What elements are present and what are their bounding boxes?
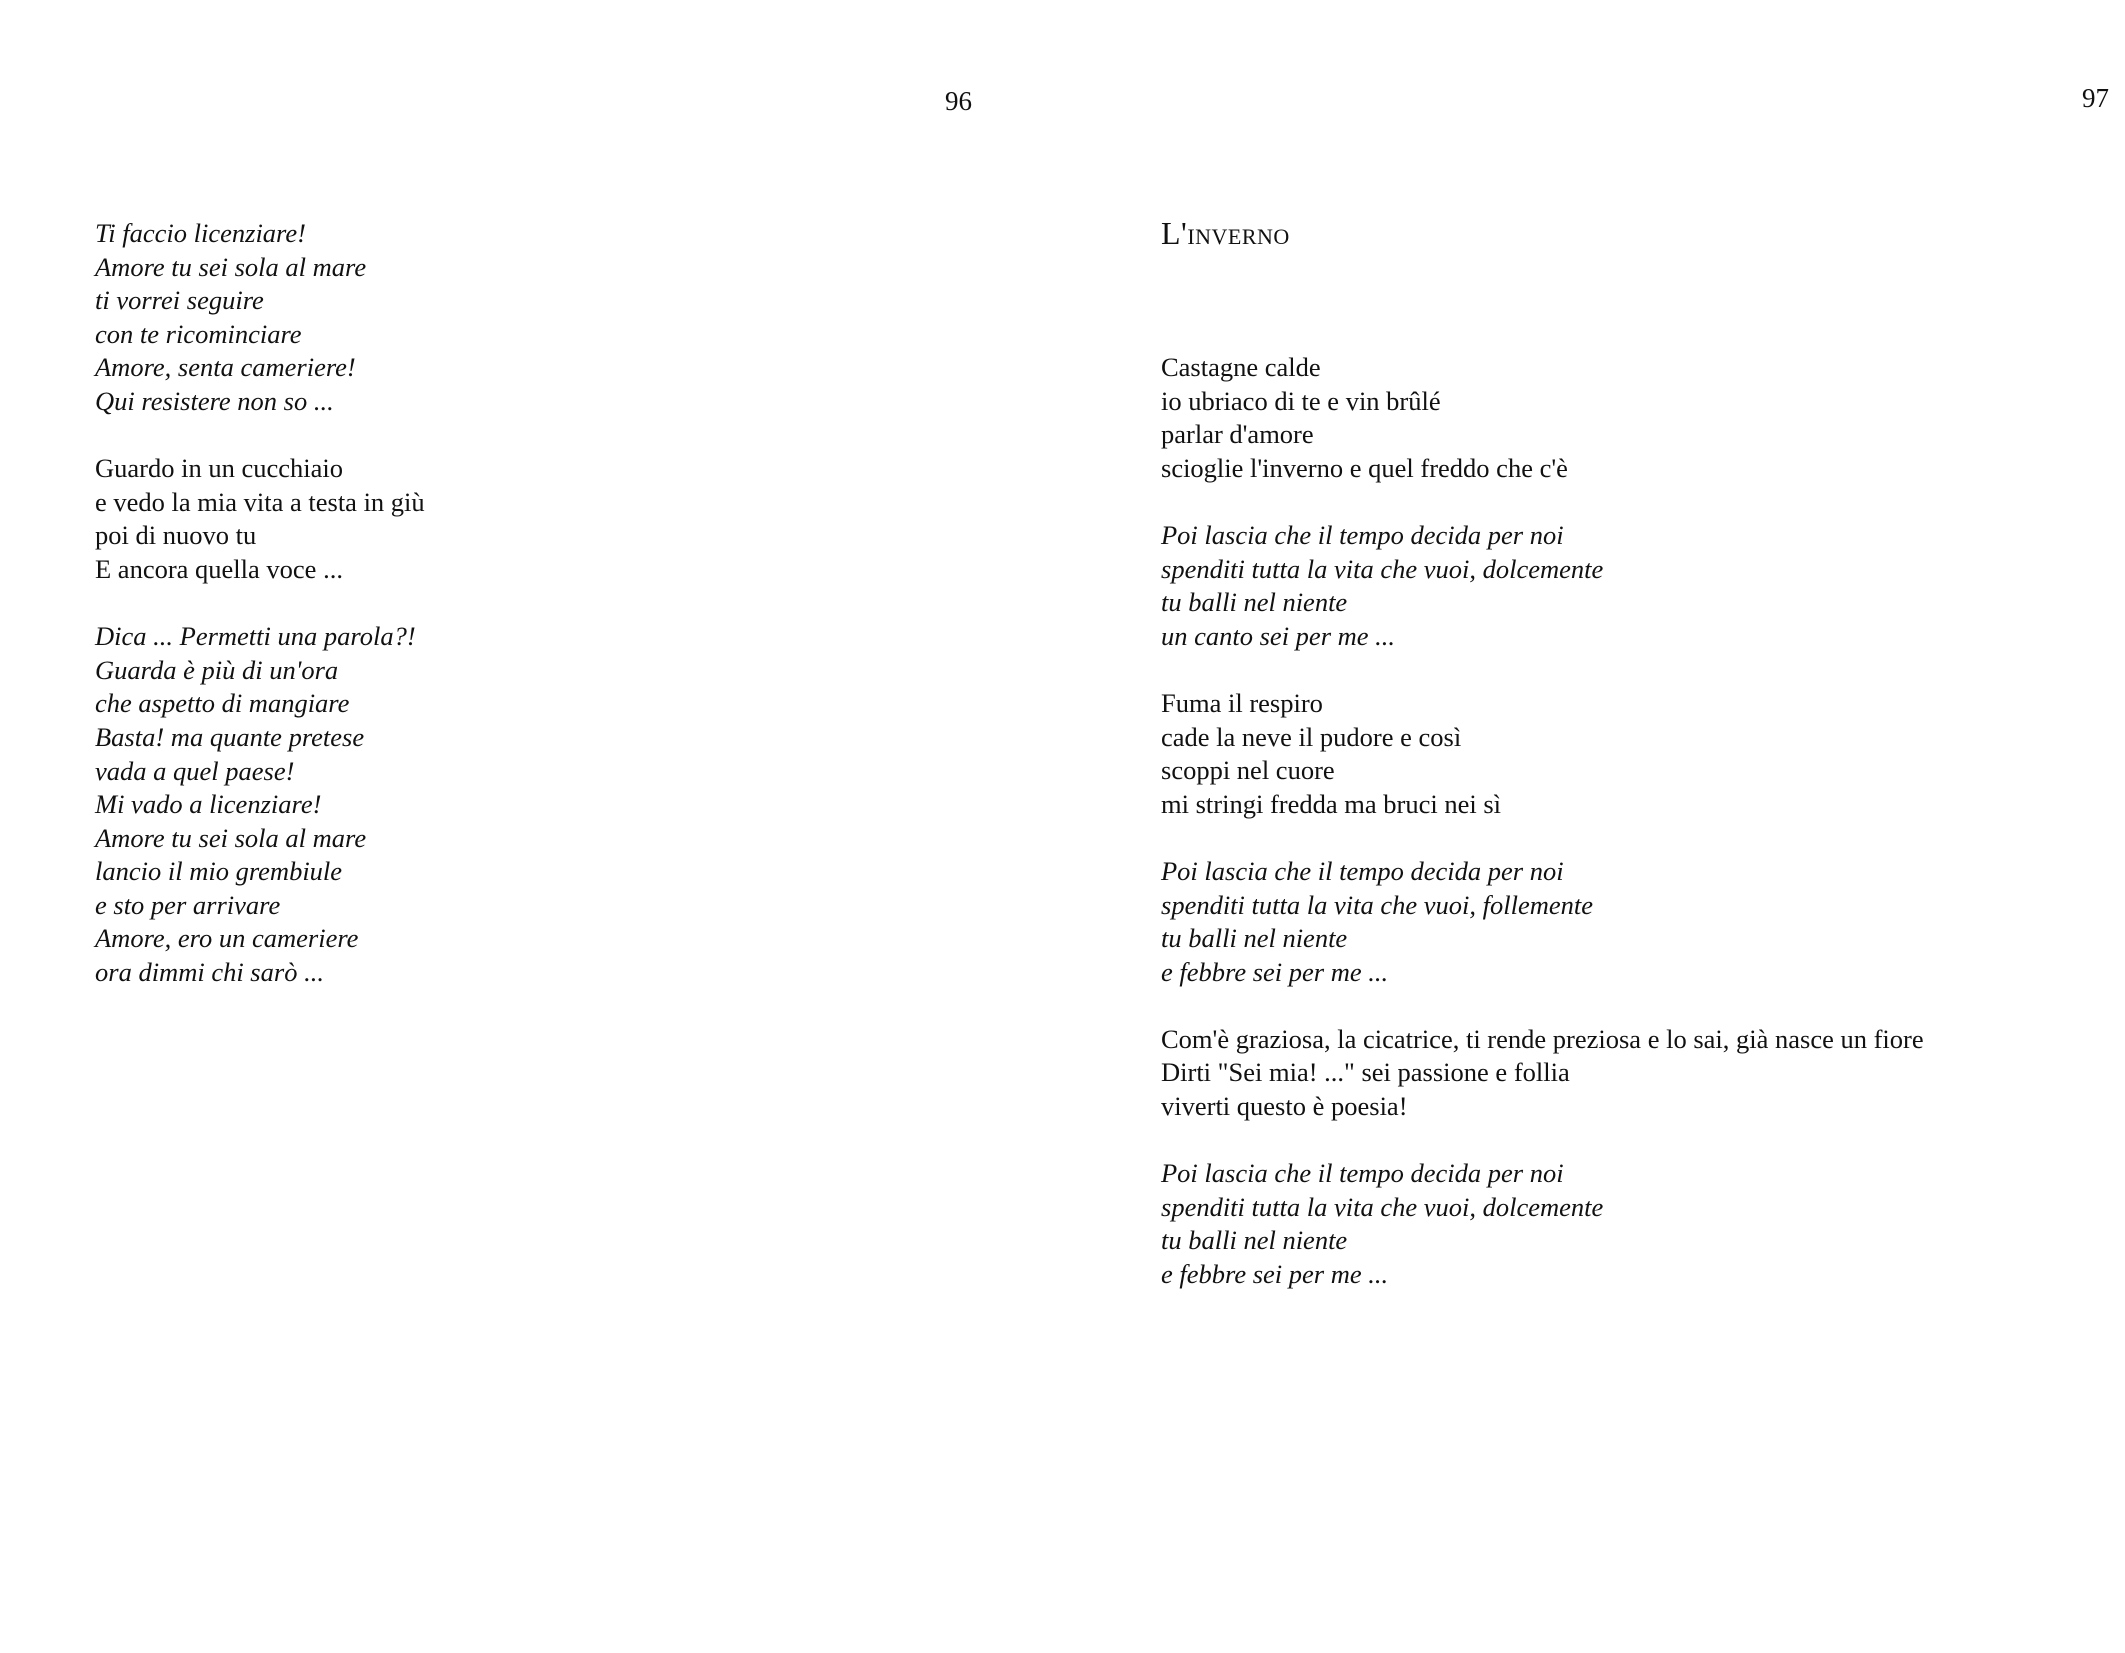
verse-line: Mi vado a licenziare! <box>95 789 322 820</box>
verse-line: e febbre sei per me ... <box>1161 956 1389 987</box>
verse-line: io ubriaco di te e vin brûlé <box>1161 385 1441 416</box>
verse-line: E ancora quella voce ... <box>95 553 343 584</box>
stanza <box>95 452 425 586</box>
verse-line: poi di nuovo tu <box>95 520 257 551</box>
right-page <box>1062 0 2125 1653</box>
verse-line: Qui resistere non so ... <box>95 385 334 416</box>
verse-line: spenditi tutta la vita che vuoi, dolcemente <box>1161 553 1604 584</box>
verse-line: con te ricominciare <box>95 318 302 349</box>
poem-title-initial: L' <box>1161 215 1188 251</box>
right-page-text <box>1161 351 1924 1325</box>
stanza <box>1161 687 1924 821</box>
verse-line: scoppi nel cuore <box>1161 755 1335 786</box>
verse-line: che aspetto di mangiare <box>95 688 350 719</box>
verse-line: Fuma il respiro <box>1161 687 1323 718</box>
verse-line: spenditi tutta la vita che vuoi, follemente <box>1161 889 1593 920</box>
verse-line: Amore, senta cameriere! <box>95 352 356 383</box>
page-number-right: 97 <box>2082 83 2109 113</box>
verse-line: mi stringi fredda ma bruci nei sì <box>1161 788 1501 819</box>
left-page-text <box>95 217 425 1023</box>
verse-line: Amore tu sei sola al mare <box>95 251 367 282</box>
verse-line: Castagne calde <box>1161 352 1321 382</box>
verse-line: vada a quel paese! <box>95 755 295 786</box>
verse-line: e vedo la mia vita a testa in giù <box>95 486 425 517</box>
stanza <box>1161 519 1924 653</box>
verse-line: Poi lascia che il tempo decida per noi <box>1161 1158 1564 1189</box>
verse-line: Dirti "Sei mia! ..." sei passione e follia <box>1161 1057 1570 1088</box>
verse-line: cade la neve il pudore e così <box>1161 721 1462 752</box>
verse-line: tu balli nel niente <box>1161 587 1348 618</box>
poem-title <box>1161 213 1290 253</box>
verse-line: e sto per arrivare <box>95 889 281 920</box>
verse-line: e febbre sei per me ... <box>1161 1259 1389 1290</box>
page-number-left: 96 <box>945 86 972 116</box>
verse-line: Guarda è più di un'ora <box>95 654 339 685</box>
verse-line: Poi lascia che il tempo decida per noi <box>1161 855 1564 886</box>
verse-line: Com'è graziosa, la cicatrice, ti rende preziosa e lo sai, già nasce un fiore <box>1161 1023 1924 1054</box>
stanza <box>1161 1157 1924 1291</box>
verse-line: Basta! ma quante pretese <box>95 721 365 752</box>
stanza <box>95 620 425 990</box>
verse-line: scioglie l'inverno e quel freddo che c'è <box>1161 452 1568 483</box>
verse-line: viverti questo è poesia! <box>1161 1091 1408 1122</box>
verse-line: Amore, ero un cameriere <box>95 923 359 954</box>
verse-line: tu balli nel niente <box>1161 1225 1348 1256</box>
stanza <box>1161 351 1924 485</box>
left-page <box>0 0 1062 1653</box>
verse-line: Dica ... Permetti una parola?! <box>95 621 416 652</box>
verse-line: Amore tu sei sola al mare <box>95 822 367 853</box>
verse-line: un canto sei per me ... <box>1161 620 1396 651</box>
verse-line: Guardo in un cucchiaio <box>95 453 343 484</box>
poem-title-rest: inverno <box>1187 215 1290 251</box>
verse-line: ora dimmi chi sarò ... <box>95 957 324 988</box>
verse-line: ti vorrei seguire <box>95 285 264 316</box>
verse-line: Ti faccio licenziare! <box>95 218 306 248</box>
verse-line: Poi lascia che il tempo decida per noi <box>1161 519 1564 550</box>
verse-line: spenditi tutta la vita che vuoi, dolcemente <box>1161 1191 1604 1222</box>
verse-line: parlar d'amore <box>1161 419 1314 450</box>
stanza <box>95 217 425 419</box>
verse-line: lancio il mio grembiule <box>95 856 343 887</box>
stanza <box>1161 855 1924 989</box>
verse-line: tu balli nel niente <box>1161 923 1348 954</box>
stanza <box>1161 1023 1924 1124</box>
